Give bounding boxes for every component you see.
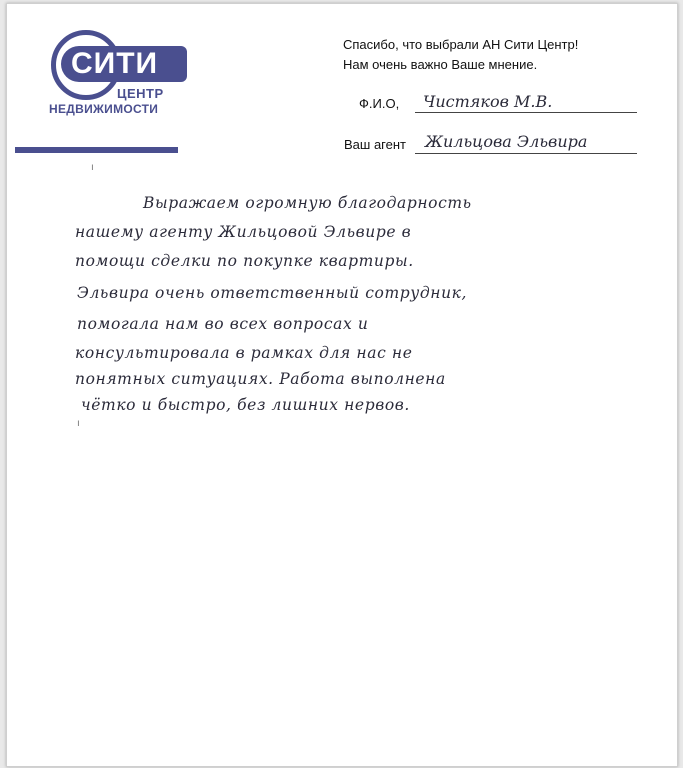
review-line: чётко и быстро, без лишних нервов. xyxy=(81,396,410,414)
logo-underline-bar xyxy=(15,147,178,153)
agent-label: Ваш агент xyxy=(344,137,406,152)
logo-word: СИТИ xyxy=(61,46,187,82)
review-line: нашему агенту Жильцовой Эльвире в xyxy=(75,223,412,241)
agent-handwritten-value: Жильцова Эльвира xyxy=(425,132,588,151)
stray-mark: ı xyxy=(91,162,94,173)
fio-underline xyxy=(415,112,637,113)
agent-underline xyxy=(415,153,637,154)
review-line: помощи сделки по покупке квартиры. xyxy=(75,252,414,270)
thanks-line-1: Спасибо, что выбрали АН Сити Центр! xyxy=(343,37,579,52)
review-line: консультировала в рамках для нас не xyxy=(75,344,413,362)
thanks-line-2: Нам очень важно Ваше мнение. xyxy=(343,57,538,72)
review-line: Выражаем огромную благодарность xyxy=(143,194,472,212)
logo-line-nedvizhimosti: НЕДВИЖИМОСТИ xyxy=(49,102,159,116)
review-line: помогала нам во всех вопросах и xyxy=(77,315,369,333)
review-line: понятных ситуациях. Работа выполнена xyxy=(75,370,446,388)
logo-line-centr: ЦЕНТР xyxy=(117,86,164,101)
fio-label: Ф.И.О, xyxy=(359,96,400,111)
letter-sheet xyxy=(6,3,678,767)
stray-mark: ı xyxy=(77,418,80,429)
fio-handwritten-value: Чистяков М.В. xyxy=(423,92,553,111)
review-line: Эльвира очень ответственный сотрудник, xyxy=(77,284,468,302)
handwritten-review xyxy=(69,194,589,434)
company-logo xyxy=(47,30,187,130)
